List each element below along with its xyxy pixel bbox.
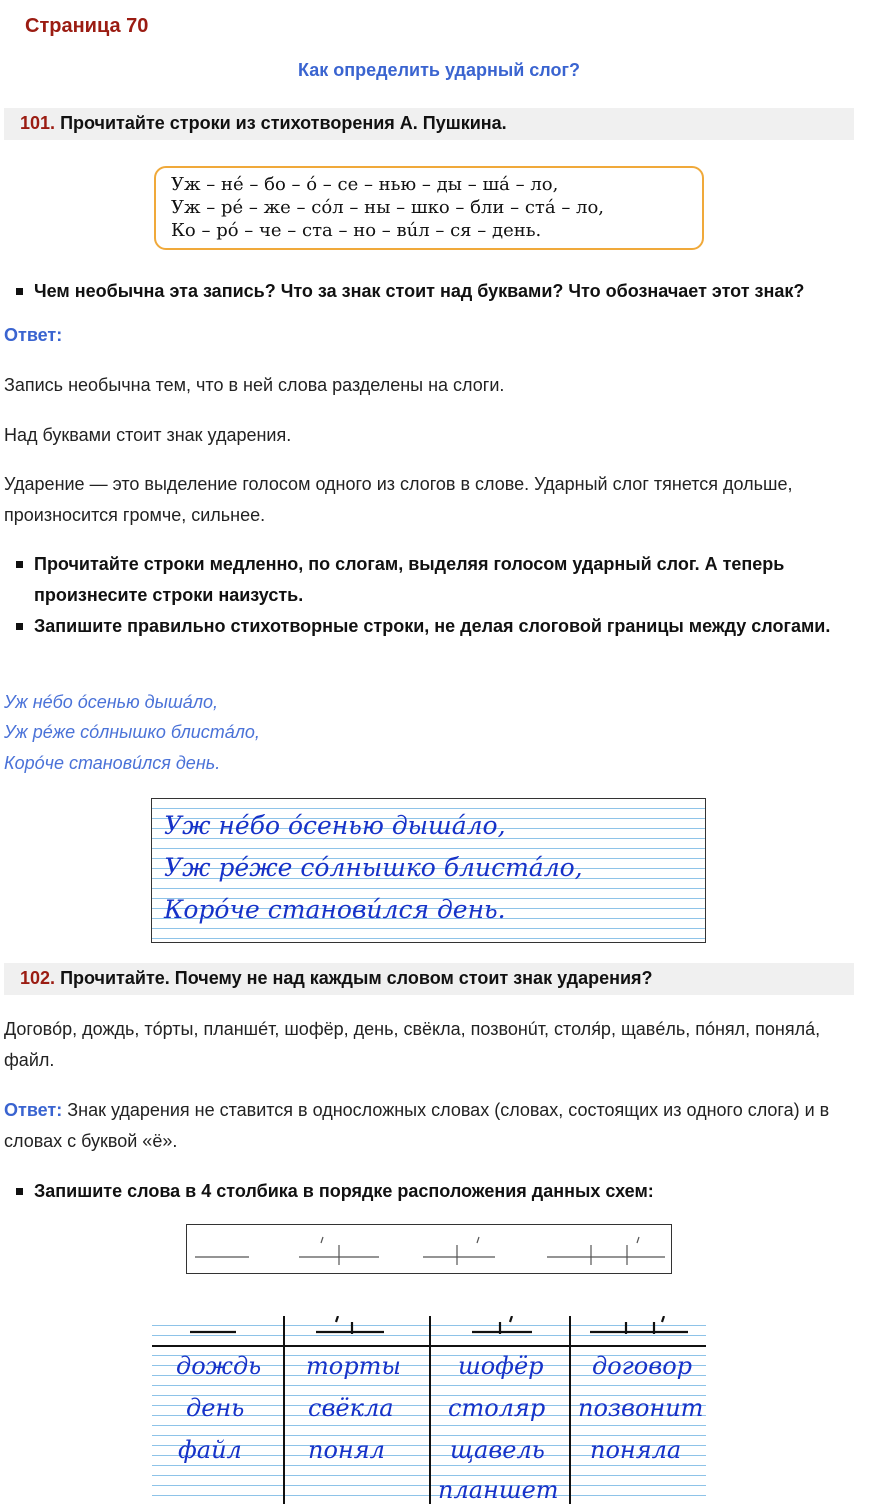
table-word: дождь bbox=[176, 1352, 262, 1380]
table-word: договор bbox=[592, 1352, 693, 1380]
handwriting-line: Уж нéбо óсенью дышáло, bbox=[164, 811, 506, 840]
poem-line: Уж – рé – же – сóл – ны – шко – бли – стá – ло, bbox=[171, 197, 605, 218]
table-word: щавель bbox=[450, 1436, 545, 1464]
answer-label: Ответ: bbox=[4, 325, 63, 345]
table-word: файл bbox=[178, 1436, 242, 1464]
table-word: позвонит bbox=[578, 1394, 704, 1422]
table-word: шофёр bbox=[458, 1352, 544, 1380]
scheme-4-accent bbox=[637, 1237, 639, 1243]
scheme-drawing bbox=[187, 1225, 673, 1275]
table-word: поняла bbox=[590, 1436, 682, 1464]
answer-102 bbox=[4, 1095, 854, 1157]
task-text: Прочитайте. Почему не над каждым словом стоит знак ударения? bbox=[60, 968, 653, 988]
stress-schemes bbox=[186, 1224, 672, 1274]
task-number: 102. bbox=[20, 968, 56, 988]
section-title[interactable]: Как определить ударный слог? bbox=[298, 60, 580, 80]
task-text: Прочитайте строки из стихотворения А. Пушкина. bbox=[60, 113, 507, 133]
poem-box bbox=[154, 166, 704, 250]
scheme-2-accent bbox=[321, 1237, 323, 1243]
answer-paragraph: Запись необычна тем, что в ней слова разделены на слоги. bbox=[4, 375, 505, 395]
table-word: понял bbox=[308, 1436, 385, 1464]
table-word: свёкла bbox=[308, 1394, 394, 1422]
answer-paragraph: Ударение — это выделение голосом одного из слогов в слове. Ударный слог тянется дольше, произносится громче, сильнее. bbox=[4, 474, 793, 525]
table-word: столяр bbox=[448, 1394, 546, 1422]
poem-line: Ко – рó – че – ста – но – вúл – ся – день. bbox=[171, 220, 542, 241]
answer-text: Знак ударения не ставится в односложных словах (словах, состоящих из одного слога) и в словах с буквой «ё». bbox=[4, 1100, 830, 1151]
word-list: Договóр, дождь, тóрты, планшéт, шофёр, день, свёкла, позвонúт, столя́р, щавéль, пóнял, понялá, файл. bbox=[4, 1019, 821, 1070]
handwriting-notebook bbox=[151, 798, 706, 943]
poem-answer-line: Уж рéже сóлнышко блистáло, bbox=[4, 722, 260, 742]
task-101-header bbox=[4, 108, 854, 140]
scheme-3-accent bbox=[477, 1237, 479, 1243]
question-bullet: Чем необычна эта запись? Что за знак стоит над буквами? Что обозначает этот знак? bbox=[16, 276, 856, 307]
table-scheme-4-accent bbox=[662, 1316, 664, 1322]
words-table bbox=[152, 1316, 706, 1504]
poem-answer-line: Уж нéбо óсенью дышáло, bbox=[4, 692, 218, 712]
poem-line: Уж – нé – бо – ó – се – нью – ды – шá – ло, bbox=[171, 174, 559, 195]
instruction-bullet: Запишите слова в 4 столбика в порядке расположения данных схем: bbox=[16, 1176, 856, 1207]
handwriting-line: Уж рéже сóлнышко блистáло, bbox=[164, 853, 583, 882]
poem-answer-line: Корóче становúлся день. bbox=[4, 753, 221, 773]
table-scheme-2-accent bbox=[336, 1316, 338, 1322]
task-102-header bbox=[4, 963, 854, 995]
table-word: день bbox=[186, 1394, 245, 1422]
instruction-bullet: Прочитайте строки медленно, по слогам, выделяя голосом ударный слог. А теперь произнесите строки наизусть. bbox=[16, 549, 856, 611]
answer-paragraph: Над буквами стоит знак ударения. bbox=[4, 425, 292, 445]
handwriting-line: Корóче становúлся день. bbox=[164, 895, 506, 924]
page-title: Страница 70 bbox=[25, 15, 149, 37]
table-word: планшет bbox=[438, 1476, 559, 1504]
instruction-bullet: Запишите правильно стихотворные строки, не делая слоговой границы между слогами. bbox=[16, 611, 856, 642]
task-number: 101. bbox=[20, 113, 56, 133]
table-scheme-3-accent bbox=[510, 1316, 512, 1322]
table-word: торты bbox=[306, 1352, 401, 1380]
answer-label: Ответ: bbox=[4, 1100, 63, 1120]
